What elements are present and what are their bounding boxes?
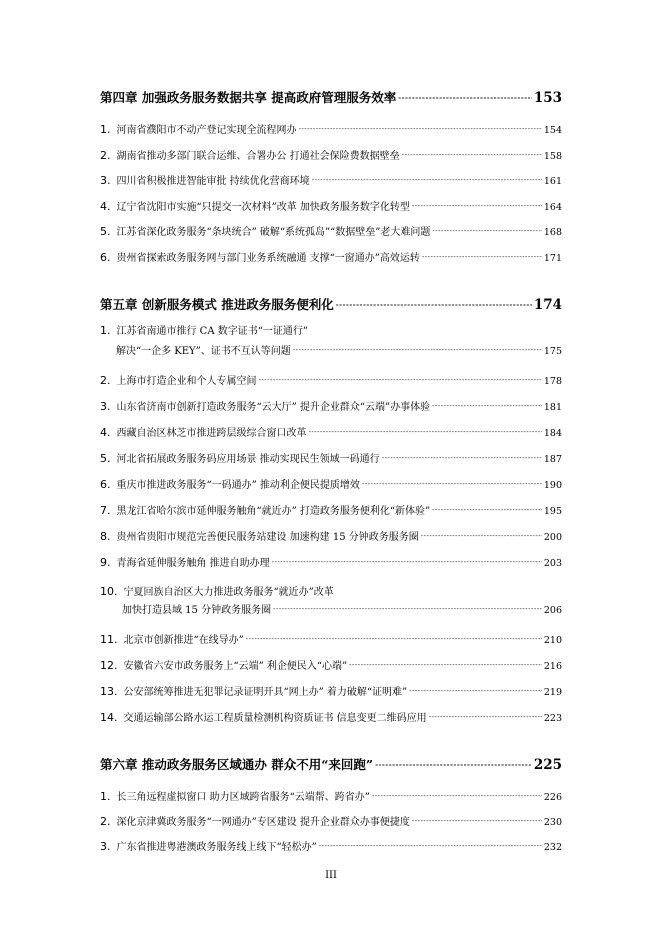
entry-title: 贵州省贵阳市规范完善便民服务站建设 加速构建 15 分钟政务服务圈 [116, 532, 419, 543]
dot-leader [432, 227, 542, 235]
dot-leader [349, 661, 542, 669]
entry-title: 宁夏回族自治区大力推进政务服务“就近办”改革 [123, 587, 334, 598]
toc-entry[interactable] [100, 398, 562, 413]
chapter-6-heading[interactable] [100, 755, 562, 773]
entry-title: 青海省延伸服务触角 推进自助办理 [116, 558, 270, 569]
dot-leader [402, 151, 542, 159]
entry-number: 10. [100, 585, 118, 598]
entry-title: 江苏省南通市推行 CA 数字证书“一证通行” [116, 326, 308, 337]
entry-page: 226 [543, 792, 562, 803]
dot-leader [336, 300, 532, 309]
toc-entry[interactable] [100, 502, 562, 517]
chapter-5-heading[interactable] [100, 295, 562, 313]
entry-number: 4. [100, 200, 111, 213]
entry-number: 6. [100, 478, 111, 491]
entry-page: 161 [543, 176, 562, 187]
entry-title: 四川省积极推进智能审批 持续优化营商环境 [116, 176, 310, 187]
entry-number: 3. [100, 174, 111, 187]
entry-number: 1. [100, 123, 111, 136]
entry-page: 203 [543, 558, 562, 569]
dot-leader [372, 792, 542, 800]
entry-title: 公安部统筹推进无犯罪记录证明开具“网上办” 着力破解“证明难” [123, 687, 408, 698]
chapter-4-heading[interactable] [100, 88, 562, 106]
entry-number: 3. [100, 840, 111, 853]
entry-number: 2. [100, 374, 111, 387]
entry-page: 195 [543, 506, 562, 517]
toc-entry[interactable] [100, 198, 562, 213]
entry-page: 206 [543, 605, 562, 616]
dot-leader [429, 713, 542, 721]
toc-entry[interactable] [100, 583, 562, 598]
entry-title: 北京市创新推进“在线导办” [123, 635, 244, 646]
entry-number: 1. [100, 790, 111, 803]
dot-leader [398, 93, 532, 102]
entry-number: 8. [100, 530, 111, 543]
entry-number: 13. [100, 685, 118, 698]
dot-leader [259, 376, 542, 384]
dot-leader [362, 480, 542, 488]
toc-entry[interactable] [100, 476, 562, 491]
toc-entry[interactable] [100, 322, 562, 337]
entry-number: 2. [100, 149, 111, 162]
toc-entry-continuation[interactable] [122, 601, 562, 616]
toc-entry[interactable] [100, 788, 562, 803]
dot-leader [299, 125, 542, 133]
entry-page: 187 [543, 454, 562, 465]
entry-title: 江苏省深化政务服务“条块统合” 破解“系统孤岛”“数据壁垒”老大难问题 [116, 227, 431, 238]
toc-entry[interactable] [100, 249, 562, 264]
entry-page: 164 [543, 202, 562, 213]
chapter-page: 225 [533, 757, 562, 773]
entry-title: 长三角远程虚拟窗口 助力区域跨省服务“云端帮、跨省办” [116, 792, 370, 803]
entry-title: 重庆市推进政务服务“一码通办” 推动利企便民提质增效 [116, 480, 360, 491]
entry-page: 175 [543, 346, 562, 357]
toc-entry[interactable] [100, 554, 562, 569]
entry-title-line2: 解决“一企多 KEY”、证书不互认等问题 [116, 346, 291, 357]
entry-number: 14. [100, 711, 118, 724]
toc-entry[interactable] [100, 450, 562, 465]
entry-page: 232 [543, 842, 562, 853]
dot-leader [412, 817, 542, 825]
entry-title: 广东省推进粤港澳政务服务线上线下“轻松办” [116, 842, 317, 853]
dot-leader [432, 402, 542, 410]
entry-number: 5. [100, 225, 111, 238]
entry-number: 12. [100, 659, 118, 672]
entry-number: 11. [100, 633, 118, 646]
entry-number: 5. [100, 452, 111, 465]
entry-page: 184 [543, 428, 562, 439]
toc-entry[interactable] [100, 631, 562, 646]
entry-page: 178 [543, 376, 562, 387]
entry-title-line2: 加快打造县域 15 分钟政务服务圈 [122, 605, 272, 616]
toc-entry[interactable] [100, 424, 562, 439]
entry-page: 154 [543, 125, 562, 136]
entry-page: 219 [543, 687, 562, 698]
toc-entry[interactable] [100, 838, 562, 853]
entry-page: 158 [543, 151, 562, 162]
toc-entry[interactable] [100, 223, 562, 238]
page-number-footer: III [325, 870, 337, 881]
entry-title: 河北省拓展政务服务码应用场景 推动实现民生领域一码通行 [116, 454, 380, 465]
chapter-title: 第四章 加强政务服务数据共享 提高政府管理服务效率 [100, 90, 397, 105]
dot-leader [312, 176, 542, 184]
dot-leader [309, 428, 542, 436]
entry-number: 9. [100, 556, 111, 569]
entry-title: 贵州省探索政务服务网与部门业务系统融通 支撑“一窗通办”高效运转 [116, 253, 420, 264]
dot-leader [382, 454, 542, 462]
entry-number: 4. [100, 426, 111, 439]
entry-page: 181 [543, 402, 562, 413]
chapter-page: 174 [533, 297, 562, 313]
toc-entry[interactable] [100, 147, 562, 162]
entry-title: 河南省濮阳市不动产登记实现全流程网办 [116, 125, 297, 136]
toc-entry[interactable] [100, 121, 562, 136]
dot-leader [246, 635, 542, 643]
entry-title: 交通运输部公路水运工程质量检测机构资质证书 信息变更二维码应用 [123, 713, 427, 724]
dot-leader [412, 202, 542, 210]
entry-number: 2. [100, 815, 111, 828]
chapter-page: 153 [533, 90, 562, 106]
toc-entry[interactable] [100, 172, 562, 187]
chapter-title: 第六章 推动政务服务区域通办 群众不用“来回跑” [100, 757, 374, 772]
entry-page: 190 [543, 480, 562, 491]
dot-leader [273, 605, 542, 613]
dot-leader [319, 842, 542, 850]
toc-entry[interactable] [100, 709, 562, 724]
entry-page: 168 [543, 227, 562, 238]
entry-page: 210 [543, 635, 562, 646]
entry-title: 深化京津冀政务服务“一网通办”专区建设 提升企业群众办事便捷度 [116, 817, 410, 828]
entry-title: 湖南省推动多部门联合运维、合署办公 打通社会保险费数据壁垒 [116, 151, 400, 162]
entry-title: 西藏自治区林芝市推进跨层级综合窗口改革 [116, 428, 307, 439]
toc-entry[interactable] [100, 657, 562, 672]
entry-number: 6. [100, 251, 111, 264]
entry-number: 1. [100, 324, 111, 337]
entry-number: 3. [100, 400, 111, 413]
dot-leader [421, 532, 542, 540]
chapter-title: 第五章 创新服务模式 推进政务服务便利化 [100, 297, 334, 312]
entry-title: 上海市打造企业和个人专属空间 [116, 376, 257, 387]
entry-page: 230 [543, 817, 562, 828]
entry-page: 171 [543, 253, 562, 264]
toc-entry[interactable] [100, 528, 562, 543]
entry-page: 200 [543, 532, 562, 543]
toc-entry[interactable] [100, 813, 562, 828]
entry-page: 216 [543, 661, 562, 672]
entry-title: 辽宁省沈阳市实施“只提交一次材料”改革 加快政务服务数字化转型 [116, 202, 410, 213]
entry-title: 山东省济南市创新打造政务服务“云大厅” 提升企业群众“云端”办事体验 [116, 402, 431, 413]
dot-leader [432, 506, 542, 514]
entry-number: 7. [100, 504, 111, 517]
entry-title: 黑龙江省哈尔滨市延伸服务触角“就近办” 打造政务服务便利化“新体验” [116, 506, 431, 517]
dot-leader [375, 760, 532, 769]
entry-title: 安徽省六安市政务服务上“云端” 利企便民入“心端” [123, 661, 348, 672]
dot-leader [409, 687, 542, 695]
dot-leader [293, 346, 542, 354]
dot-leader [272, 558, 542, 566]
toc-entry-continuation[interactable] [116, 342, 562, 357]
toc-entry[interactable] [100, 683, 562, 698]
toc-entry[interactable] [100, 372, 562, 387]
entry-page: 223 [543, 713, 562, 724]
dot-leader [422, 253, 542, 261]
